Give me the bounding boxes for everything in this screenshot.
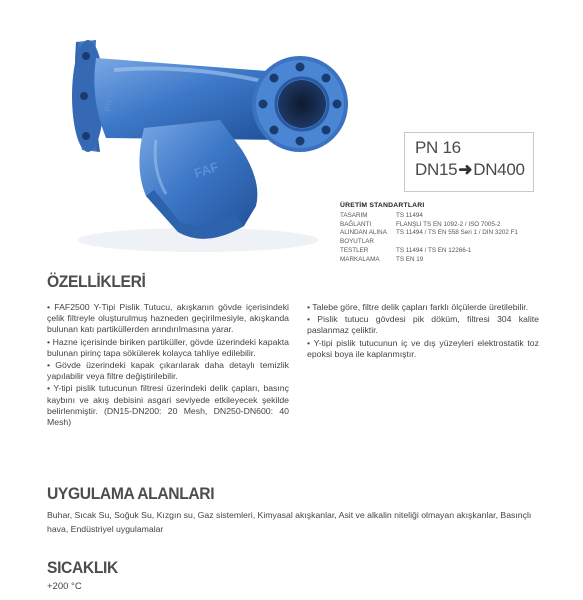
standards-label: TESTLER (340, 246, 369, 254)
feature-item: • Gövde üzerindeki kapak çıkarılarak daha detaylı temizlik yapılabilir veya filtre değiştirilebilir. (47, 360, 289, 382)
temperature-value: +200 °C (47, 581, 82, 592)
standards-row (340, 238, 576, 247)
standards-value: TS 11494 / TS EN 12266-1 (396, 246, 472, 254)
production-standards (340, 202, 576, 264)
features-right-column (307, 302, 539, 361)
arrow-right-icon: ➜ (458, 160, 473, 179)
applications-text: Buhar, Sıcak Su, Soğuk Su, Kızgın su, Gaz sistemleri, Kimyasal akışkanlar, Asit ve alkalin niteliği olmayan akışkanlar, Basınçlı hava, Endüstriyel uygulamalar (47, 510, 532, 534)
feature-item: • Y-tipi pislik tutucunun filtresi üzerindeki delik çapları, basınç kaybını ve akış debisini asgari seviyede etkileyecek şekilde belirlenmiştir. (DN15-DN200: 20 Mesh, DN250-DN600: 40 Mesh) (47, 383, 289, 428)
standards-value: TS 11494 / TS EN 558 Seri 1 / DIN 3202 F1 (396, 229, 518, 237)
standards-value: TS 11494 (396, 212, 423, 219)
standards-row (340, 229, 576, 238)
y-strainer-valve-image (48, 0, 348, 258)
features-heading: ÖZELLİKLERİ (47, 272, 146, 291)
pressure-size-box (404, 132, 534, 192)
standards-label: MARKALAMA (340, 255, 380, 263)
features-left-column (47, 302, 289, 429)
feature-item: • Talebe göre, filtre delik çapları farklı ölçülerde üretilebilir. (307, 302, 529, 312)
size-range-to: DN400 (473, 160, 525, 179)
feature-item: • FAF2500 Y-Tipi Pislik Tutucu, akışkanın gövde içerisindeki çelik filtreyle oluşturulmuş hazneden geçirilmesiyle, akışkanda bulunan katı partiküllerden arındırılmasına yarar. (47, 302, 289, 335)
standards-label: TASARIM (340, 212, 368, 219)
feature-item: • Y-tipi pislik tutucunun iç ve dış yüzeyleri elektrostatik toz epoksi boya ile kaplanmıştır. (307, 337, 539, 359)
feature-item: • Pislik tutucu gövdesi pik döküm, filtresi 304 kalite paslanmaz çeliktir. (307, 314, 539, 336)
standards-row (340, 212, 576, 221)
standards-value (396, 238, 576, 247)
feature-item: • Hazne içerisinde biriken partiküller, gövde üzerindeki kapakta bulunan pirinç tapa sökülerek kolayca tahliye edilebilir. (47, 336, 289, 358)
standards-row (340, 247, 576, 256)
standards-value: TS EN 19 (396, 255, 424, 263)
standards-row (340, 221, 576, 230)
standards-label: BOYUTLAR (340, 238, 374, 246)
applications-heading: UYGULAMA ALANLARI (47, 484, 215, 503)
standards-label: ALINDAN ALINA (340, 229, 387, 237)
standards-row (340, 256, 576, 265)
standards-label: BAĞLANTI (340, 220, 372, 228)
standards-value: FLANŞLI TS EN 1092-2 / ISO 7005-2 (396, 220, 501, 228)
size-range-from: DN15 (415, 160, 458, 179)
temperature-heading: SICAKLIK (47, 558, 118, 577)
size-range (415, 159, 523, 181)
pressure-rating: PN 16 (415, 138, 461, 157)
side-marking-text: PN16 (102, 88, 116, 113)
body-marking-text: FAF (192, 158, 221, 181)
standards-title: ÜRETİM STANDARTLARI (340, 202, 425, 209)
